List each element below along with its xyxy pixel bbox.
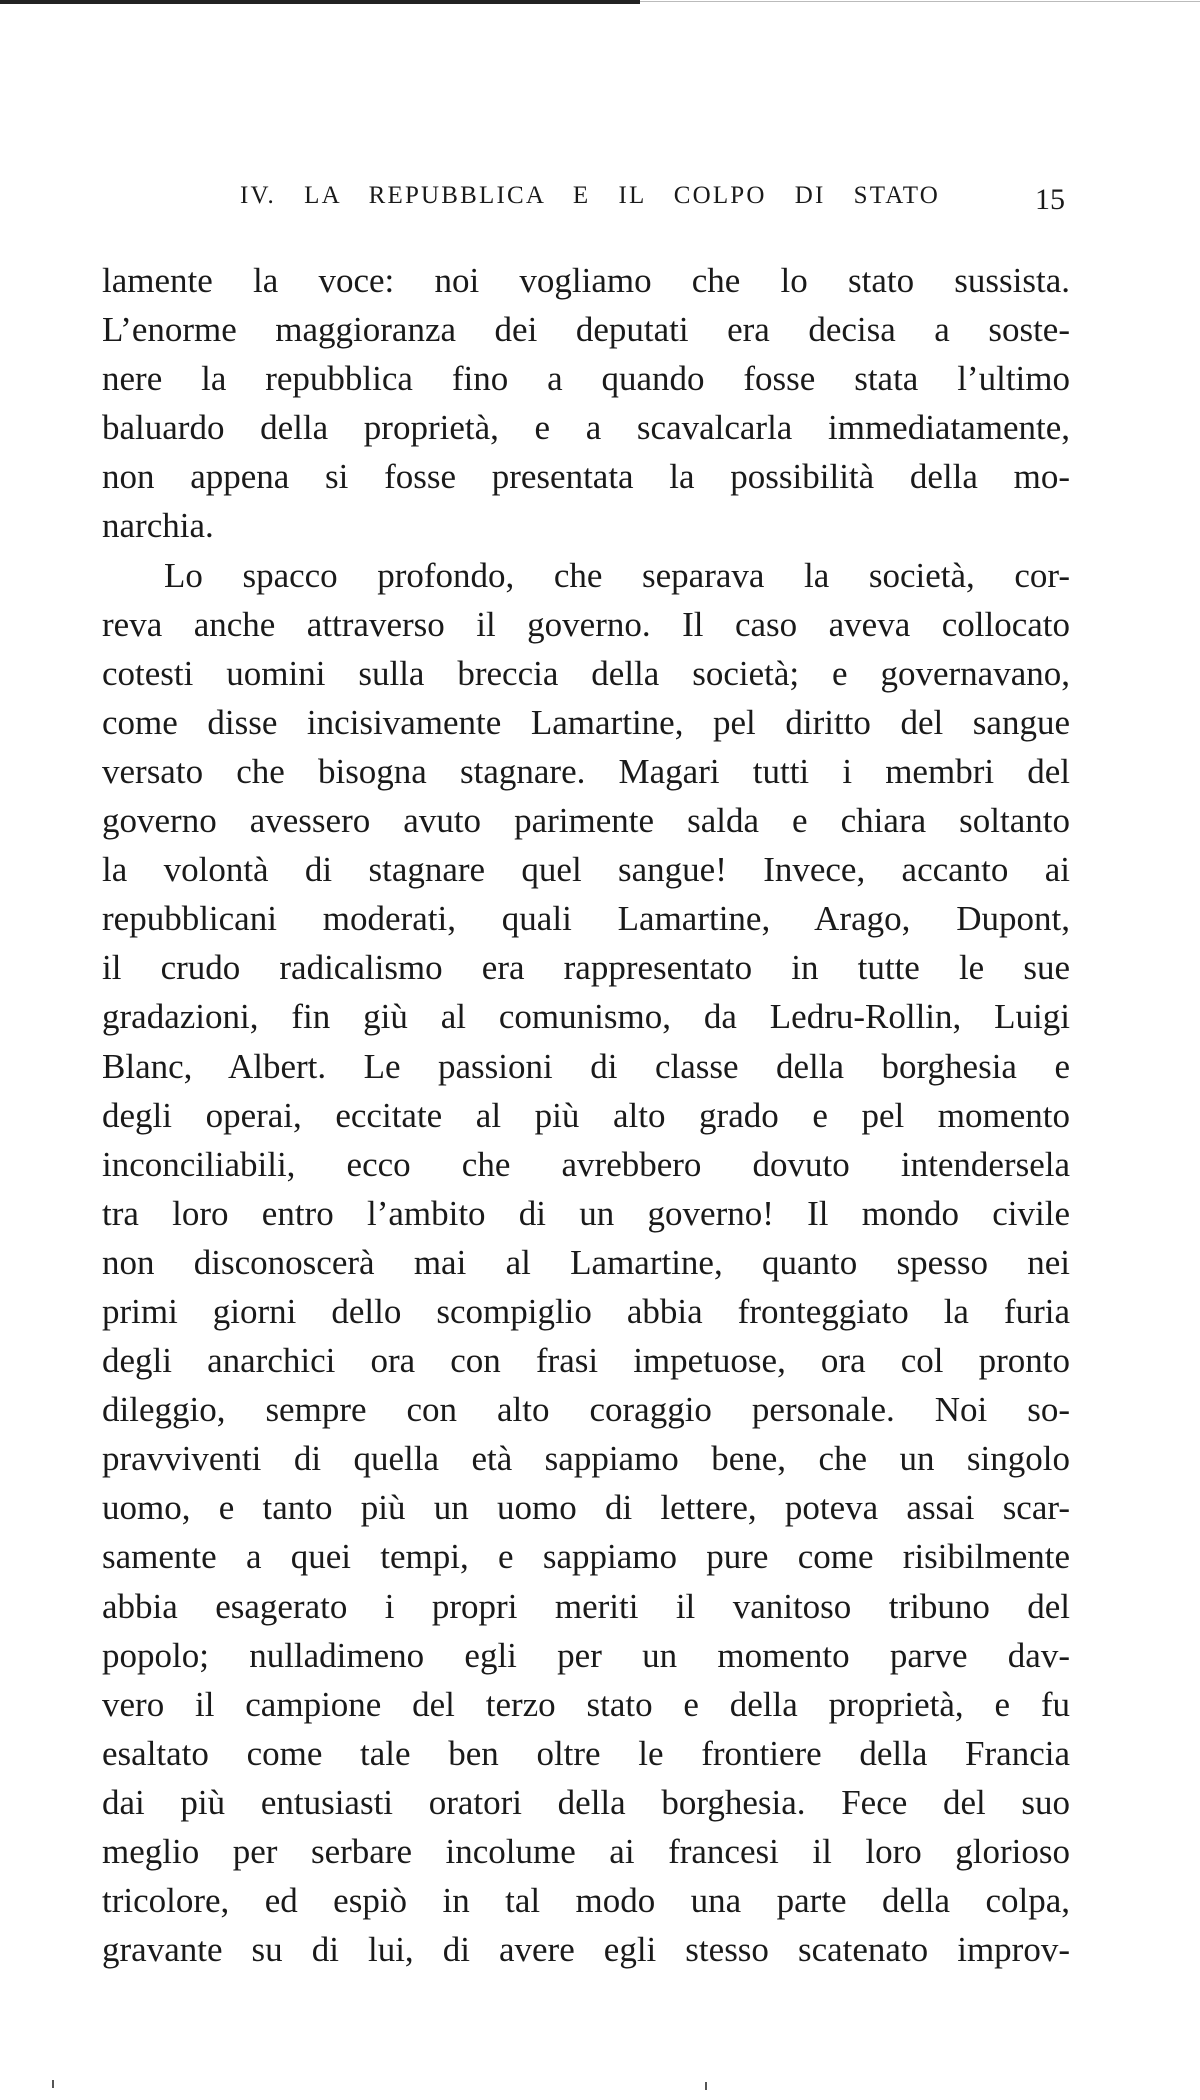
text-line: meglio per serbare incolume ai francesi il loro glorioso <box>102 1832 1070 1871</box>
page-number: 15 <box>1035 183 1065 216</box>
text-line: samente a quei tempi, e sappiamo pure come risibilmente <box>102 1537 1070 1577</box>
text-line: la volontà di stagnare quel sangue! Invece, accanto ai <box>102 850 1070 890</box>
text-line: dileggio, sempre con alto coraggio personale. Noi so- <box>102 1390 1070 1430</box>
text-line: primi giorni dello scompiglio abbia fronteggiato la furia <box>102 1291 1070 1331</box>
text-line: vero il campione del terzo stato e della proprietà, e fu <box>102 1684 1070 1724</box>
text-line: abbia esagerato i propri meriti il vanitoso tribuno del <box>102 1586 1070 1626</box>
text-line: repubblicani moderati, quali Lamartine, Arago, Dupont, <box>102 899 1070 939</box>
text-line: come disse incisivamente Lamartine, pel diritto del sangue <box>102 702 1070 742</box>
text-line: non disconoscerà mai al Lamartine, quanto spesso nei <box>102 1242 1070 1282</box>
text-line: versato che bisogna stagnare. Magari tutti i membri del <box>102 751 1070 791</box>
text-line: Blanc, Albert. Le passioni di classe della borghesia e <box>102 1046 1070 1086</box>
paragraph <box>102 256 1070 551</box>
scan-speck <box>705 2082 707 2090</box>
text-line: pravviventi di quella età sappiamo bene, che un singolo <box>102 1439 1070 1479</box>
text-line: il crudo radicalismo era rappresentato in tutte le sue <box>102 948 1070 988</box>
text-line: baluardo della proprietà, e a scavalcarla immediatamente, <box>102 408 1070 448</box>
scan-top-edge-faint <box>640 1 1200 2</box>
text-line: reva anche attraverso il governo. Il caso aveva collocato <box>102 604 1070 644</box>
text-line: tra loro entro l’ambito di un governo! Il mondo civile <box>102 1193 1070 1233</box>
text-line: popolo; nulladimeno egli per un momento parve dav- <box>102 1635 1070 1675</box>
text-line: L’enorme maggioranza dei deputati era decisa a soste- <box>102 310 1070 350</box>
text-line: Lo spacco profondo, che separava la società, cor- <box>164 555 1070 595</box>
scan-speck <box>52 2080 54 2088</box>
text-line: uomo, e tanto più un uomo di lettere, poteva assai scar- <box>102 1488 1070 1528</box>
text-line: non appena si fosse presentata la possibilità della mo- <box>102 457 1070 497</box>
running-head: IV. LA REPUBBLICA E IL COLPO DI STATO <box>240 182 940 209</box>
body-text <box>102 256 1070 1974</box>
text-line: cotesti uomini sulla breccia della società; e governavano, <box>102 653 1070 693</box>
text-line: degli operai, eccitate al più alto grado e pel momento <box>102 1095 1070 1135</box>
text-line: inconciliabili, ecco che avrebbero dovuto intendersela <box>102 1144 1070 1184</box>
paragraph <box>102 551 1070 1975</box>
text-line: dai più entusiasti oratori della borghesia. Fece del suo <box>102 1782 1070 1822</box>
text-line: gravante su di lui, di avere egli stesso scatenato improv- <box>102 1930 1070 1970</box>
text-line: tricolore, ed espiò in tal modo una parte della colpa, <box>102 1881 1070 1921</box>
scan-top-edge <box>0 0 640 4</box>
text-line: lamente la voce: noi vogliamo che lo stato sussista. <box>102 261 1070 300</box>
text-line: esaltato come tale ben oltre le frontiere della Francia <box>102 1733 1070 1773</box>
text-line: nere la repubblica fino a quando fosse stata l’ultimo <box>102 359 1070 399</box>
text-line: governo avessero avuto parimente salda e chiara soltanto <box>102 801 1070 841</box>
text-line: narchia. <box>102 506 214 546</box>
text-line: gradazioni, fin giù al comunismo, da Ledru-Rollin, Luigi <box>102 997 1070 1037</box>
text-line: degli anarchici ora con frasi impetuose, ora col pronto <box>102 1341 1070 1381</box>
